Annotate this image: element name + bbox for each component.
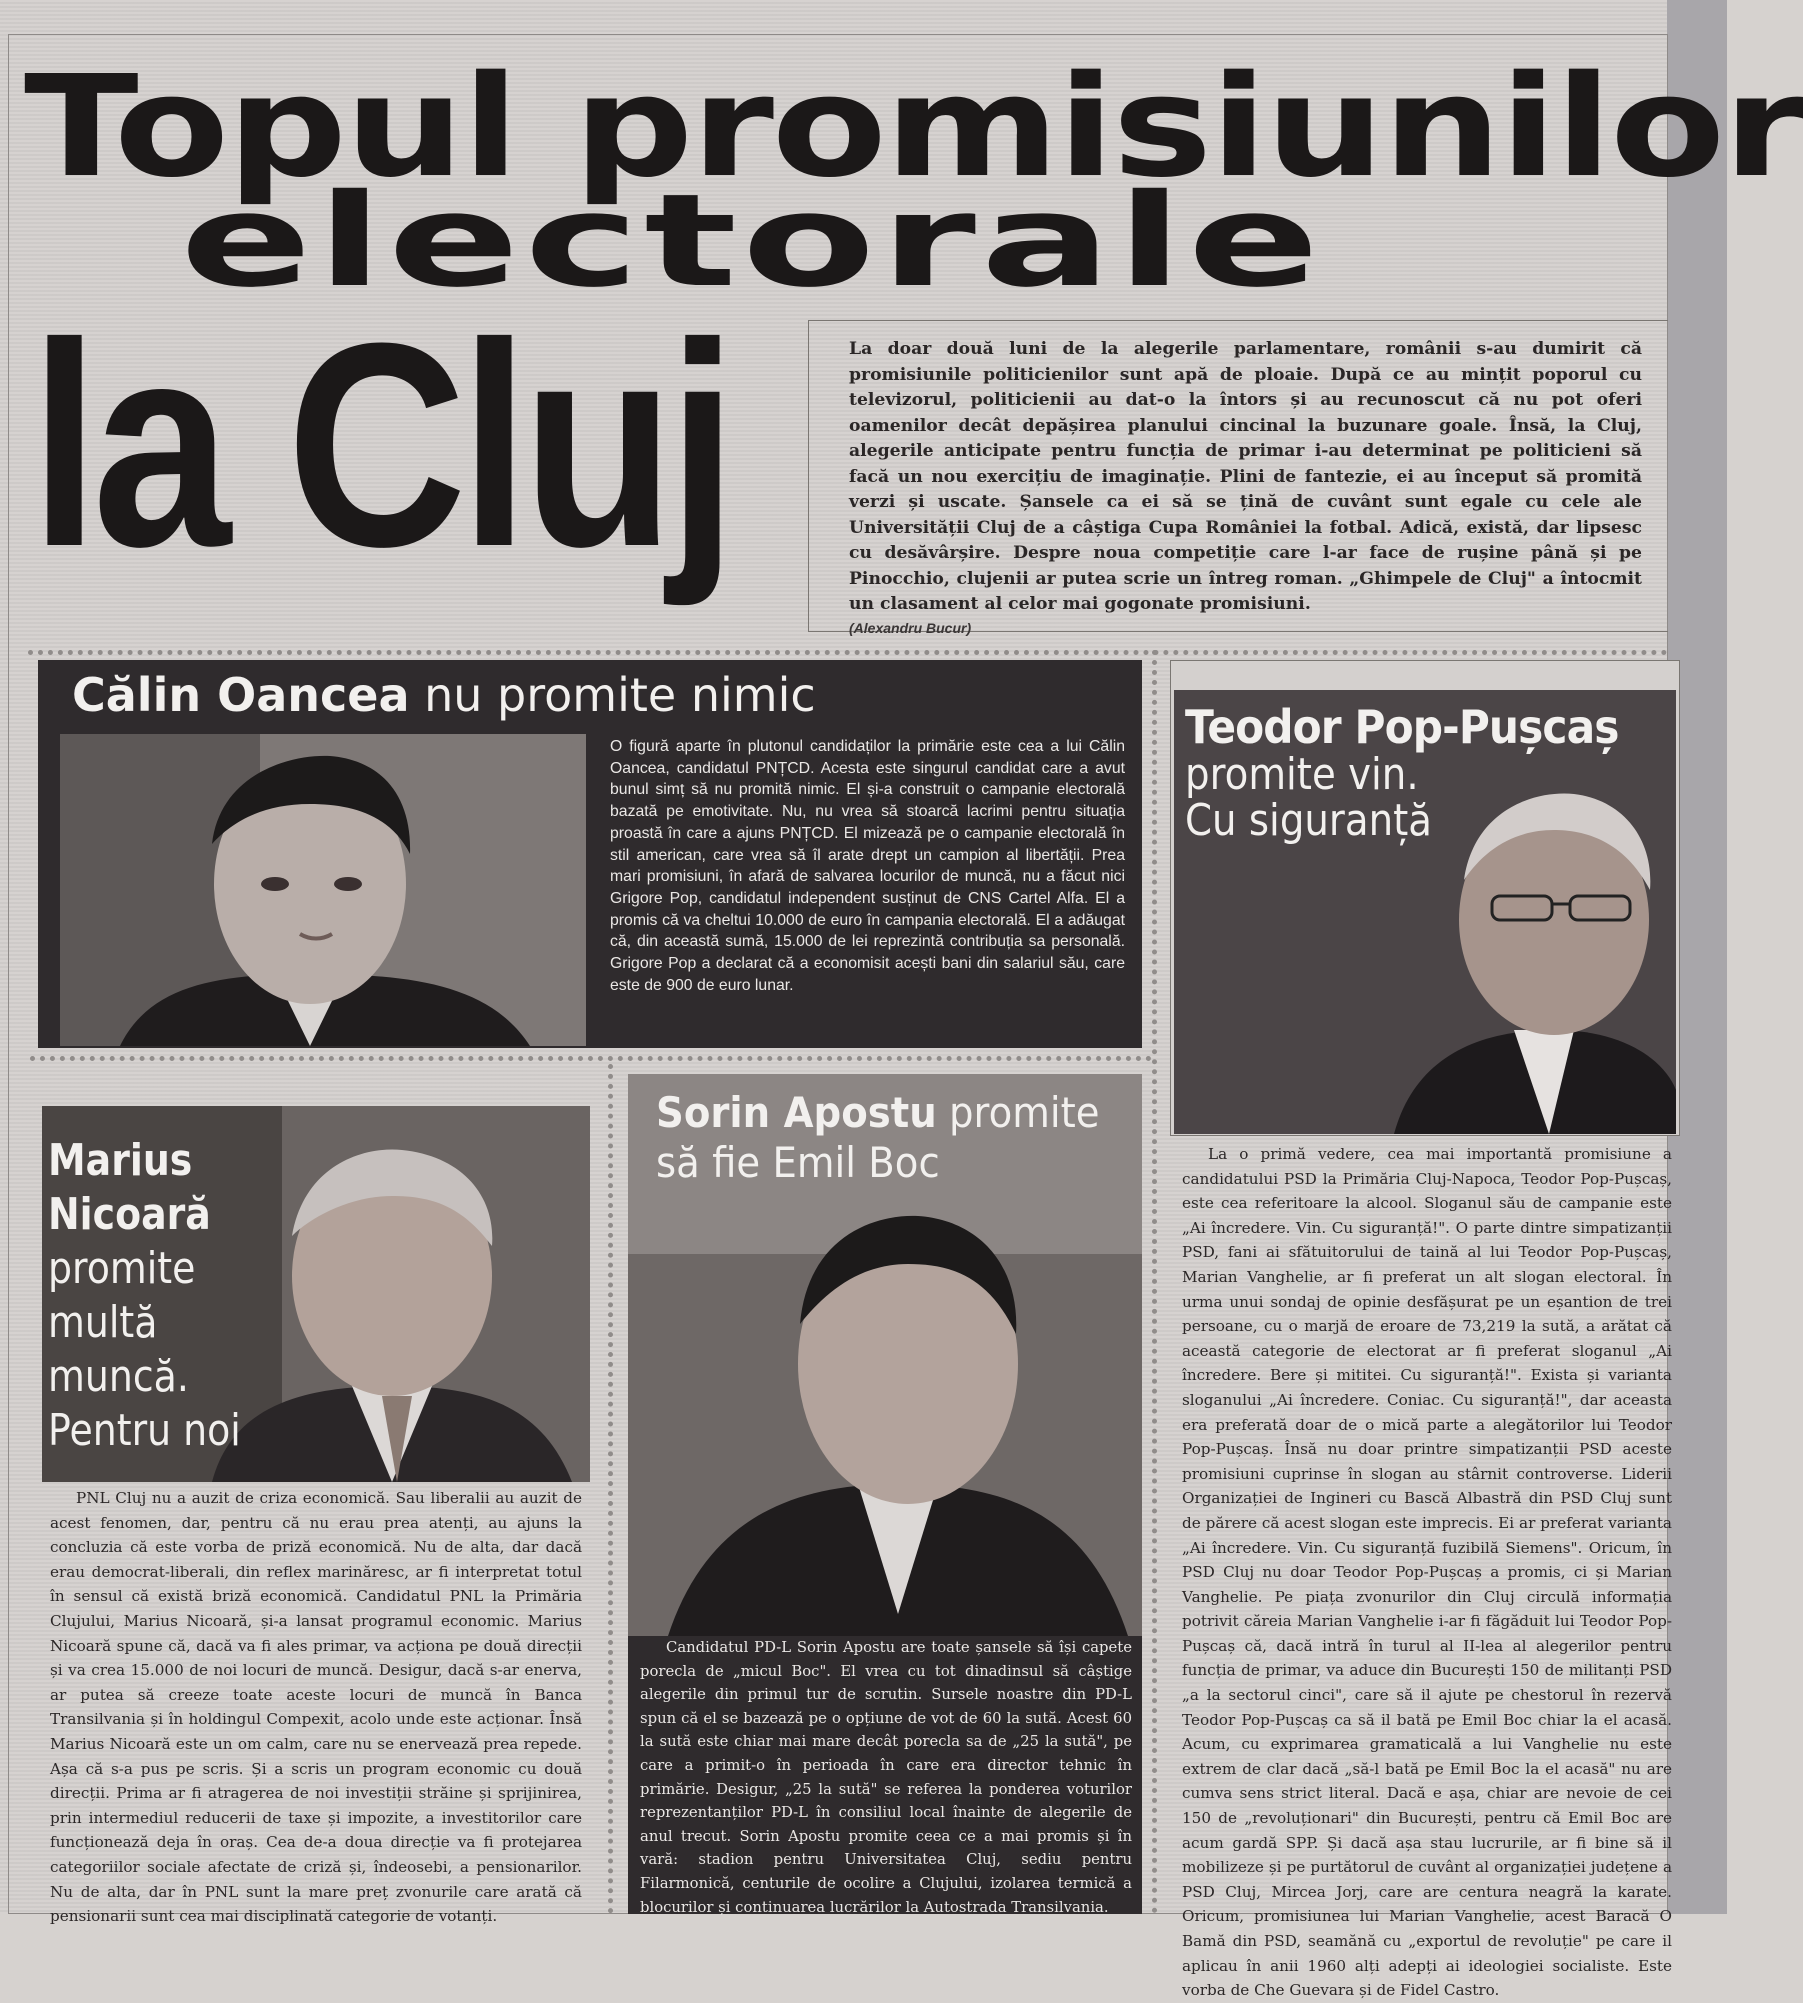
lead-text: La doar două luni de la alegerile parlamentare, românii s-au dumirit că promisiunile politicienilor sunt apă de ploaie. După ce au mințit poporul cu televizorul, politicienii au dat-o la întors și au recunoscut că nu pot oferi oamenilor decât depășirea planului cincinal la buzunare goale. Însă, la Cluj, alegerile anticipate pentru funcția de primar i-au determinat pe politicieni să facă un nou exercițiu de imaginație. Plini de fantezie, ei au început să promită verzi și uscate. Șansele ca ei să se țină de cuvânt sunt egale cu cele ale Universității Cluj de a câștiga Cupa României la fotbal. Adică, există, dar lipsesc cu desăvârșire. Despre noua competiție care l-ar face de rușine până și pe Pinocchio, clujenii ar putea scrie un întreg roman. „Ghimpele de Cluj" a întocmit un clasament al celor mai gogonate promisiuni. bbox=[849, 339, 1642, 614]
marius-text-body: PNL Cluj nu a auzit de criza economică. Sau liberalii au auzit de acest fenomen, dar, pentru că nu erau prea atenți, au ajuns la concluzia că este vorba de priză economică. Nu de alta, dar dacă erau democrat-liberali, din reflex marinăresc, ar fi interpretat totul în sensul că există briză economică. Candidatul PNL la Primăria Clujului, Marius Nicoară, și-a lansat programul economic. Marius Nicoară spune că, dacă va fi ales primar, va acționa pe două direcții și va crea 15.000 de noi locuri de muncă. Desigur, dacă s-ar enerva, ar putea să creeze toate aceste locuri de muncă în Banca Transilvania și în holdingul Compexit, acolo unde este acționar. Însă Marius Nicoară este un om calm, care nu se enervează prea repede. Așa că s-a pus pe scris. Și a scris un program economic cu două direcții. Prima ar fi atragerea de noi investiții străine și sprijinirea, prin intermediul reducerii de taxe și impozite, a investitorilor care funcționează deja în oraș. Cea de-a doua direcție va fi protejarea categoriilor sociale afectate de criză și, îndeosebi, a pensionarilor. Nu de alta, dar în PNL sunt la mare preț zvonurile care arată că pensionarii sunt cea mai disciplinată categorie de votanți. bbox=[50, 1489, 582, 1926]
marius-promise-line-2: multă bbox=[48, 1297, 158, 1348]
lead-paragraph bbox=[808, 320, 1668, 636]
calin-text: O figură aparte în plutonul candidaților la primărie este cea a lui Călin Oancea, candidatul PNȚCD. Acesta este singurul candidat care a avut bunul simț să nu promită nimic. El și-a construit o campanie electorală bazată pe emotivitate. Nu, nu vrea să stoarcă lacrimi pentru situația proastă în care a ajuns PNȚCD. El mizează pe o campanie electorală în stil american, care vrea să îl arate drept un campion al libertății. Prea mari promisiuni, în afară de salvarea locurilor de muncă, nu a făcut nici Grigore Pop, candidatul independent susținut de CNS Cartel Alfa. El a promis că va cheltui 10.000 de euro în campania electorală. El a adăugat că, din această sumă, 15.000 de lei reprezintă contribuția sa personală. Grigore Pop a declarat că a economisit acești bani din salariul său, care este de 900 de euro lunar. bbox=[610, 738, 1125, 994]
marius-promise-line-1: promite bbox=[48, 1243, 196, 1294]
calin-promise: nu promite nimic bbox=[409, 668, 816, 722]
teodor-name: Teodor Pop-Pușcaș bbox=[1185, 700, 1619, 754]
marius-name-line-1: Marius bbox=[48, 1135, 193, 1186]
marius-promise-line-3: muncă. bbox=[48, 1351, 189, 1402]
sorin-text bbox=[640, 1636, 1132, 1919]
separator-middle bbox=[30, 1056, 1152, 1061]
calin-name: Călin Oancea bbox=[72, 668, 410, 722]
teodor-promise-line-1: promite vin. bbox=[1185, 749, 1419, 800]
marius-name-line-2: Nicoară bbox=[48, 1189, 211, 1240]
separator-vertical-right bbox=[1152, 650, 1157, 1914]
calin-photo bbox=[60, 734, 586, 1046]
separator-top bbox=[28, 650, 1668, 655]
sorin-promise-line-1: promite bbox=[936, 1088, 1100, 1137]
headline-line-3: la Cluj bbox=[30, 283, 731, 607]
teodor-text bbox=[1182, 1142, 1672, 2003]
headline-line-1: Topul promisiunilor bbox=[24, 46, 1803, 209]
calin-headline bbox=[72, 668, 816, 722]
separator-vertical-left bbox=[608, 1064, 613, 1914]
sorin-promise-line-2: să fie Emil Boc bbox=[656, 1138, 940, 1187]
lead-author: (Alexandru Bucur) bbox=[849, 619, 972, 636]
teodor-promise-line-2: Cu siguranță bbox=[1185, 795, 1433, 846]
teodor-promise bbox=[1185, 749, 1433, 846]
sorin-headline bbox=[656, 1088, 1100, 1188]
marius-promise-line-4: Pentru noi bbox=[48, 1405, 241, 1456]
headline-line-2: electorale bbox=[180, 167, 1325, 316]
sorin-name: Sorin Apostu bbox=[656, 1088, 937, 1137]
sorin-text-body: Candidatul PD-L Sorin Apostu are toate șansele să își capete porecla de „micul Boc". El vrea cu tot dinadinsul să câștige alegerile din primul tur de scrutin. Sursele noastre din PD-L spun că el se bazează pe o opțiune de vot de 60 la sută. Acest 60 la sută este chiar mai mare decât porecla sa de „25 la sută", pe care a primit-o în perioada în care era director tehnic în primărie. Desigur, „25 la sută" se referea la ponderea voturilor reprezentanților PD-L în consiliul local înainte de alegerile de anul trecut. Sorin Apostu promite ceea ce a mai promis și în vară: stadion pentru Universitatea Cluj, sediu pentru Filarmonică, centurile de ocolire a Clujului, izolarea termică a blocurilor și continuarea lucrărilor la Autostrada Transilvania. bbox=[640, 1639, 1132, 1916]
marius-headline bbox=[48, 1134, 241, 1458]
marius-text bbox=[50, 1486, 582, 1929]
teodor-text-body: La o primă vedere, cea mai importantă promisiune a candidatului PSD la Primăria Cluj-Napoca, Teodor Pop-Pușcaș, este cea referitoare la alcool. Sloganul său de campanie este „Ai încredere. Vin. Cu siguranță!". O parte dintre simpatizanții PSD, fani ai sfătuitorului de taină al lui Teodor Pop-Pușcaș, Marian Vanghelie, ar fi preferat un alt slogan electoral. În urma unui sondaj de opinie desfășurat pe un eșantion de trei persoane, cu o marjă de eroare de 73,219 la sută, a arătat că această categorie de electorat ar fi preferat sloganul „Ai încredere. Bere și mititei. Cu siguranță!". Exista și varianta sloganului „Ai încredere. Coniac. Cu siguranță!", dar aceasta era preferată doar de o mică parte a alegătorilor lui Teodor Pop-Pușcaș. Însă nu doar printre simpatizanții PSD aceste promisiuni cuprinse în slogan au stârnit controverse. Liderii Organizației de Ingineri cu Bască Albastră din PSD Cluj sunt de părere că acest slogan este imprecis. Ei ar preferat varianta „Ai încredere. Vin. Cu siguranță fuzibilă Siemens". Oricum, în PSD Cluj nu doar Teodor Pop-Pușcaș a promis, ci și Marian Vanghelie. Pe piața zvonurilor din Cluj circulă informația potrivit căreia Marian Vanghelie i-ar fi făgăduit lui Teodor Pop-Pușcaș că, dacă intră în turul al II-lea al alegerilor pentru funcția de primar, va aduce din București 150 de militanți PSD „a la sectorul cinci", care să il ajute pe chestorul în rezervă Teodor Pop-Pușcaș ca să il bată pe Emil Boc chiar la el acasă. Acum, cu exprimarea gramaticală a lui Vanghelie nu este extrem de clar dacă „să-l bată pe Emil Boc la el acasă" nu are cumva sens strict literal. Dacă e așa, chiar are nevoie de cei 150 de „revoluționari" din București, pentru că Emil Boc are acum gardă SPP. Și dacă așa stau lucrurile, ar fi bine să il mobilizeze și pe purtătorul de cuvânt al organizației județene a PSD Cluj, Mircea Jorj, care are centura neagră la karate. Oricum, promisiunea lui Marian Vanghelie, acest Baracă O Bamă din PSD, seamănă cu „exportul de revoluție" pe care il aplicau în anii 1960 alți adepți ai ideologiei socialiste. Este vorba de Che Guevara și de Fidel Castro. bbox=[1182, 1145, 1672, 2000]
